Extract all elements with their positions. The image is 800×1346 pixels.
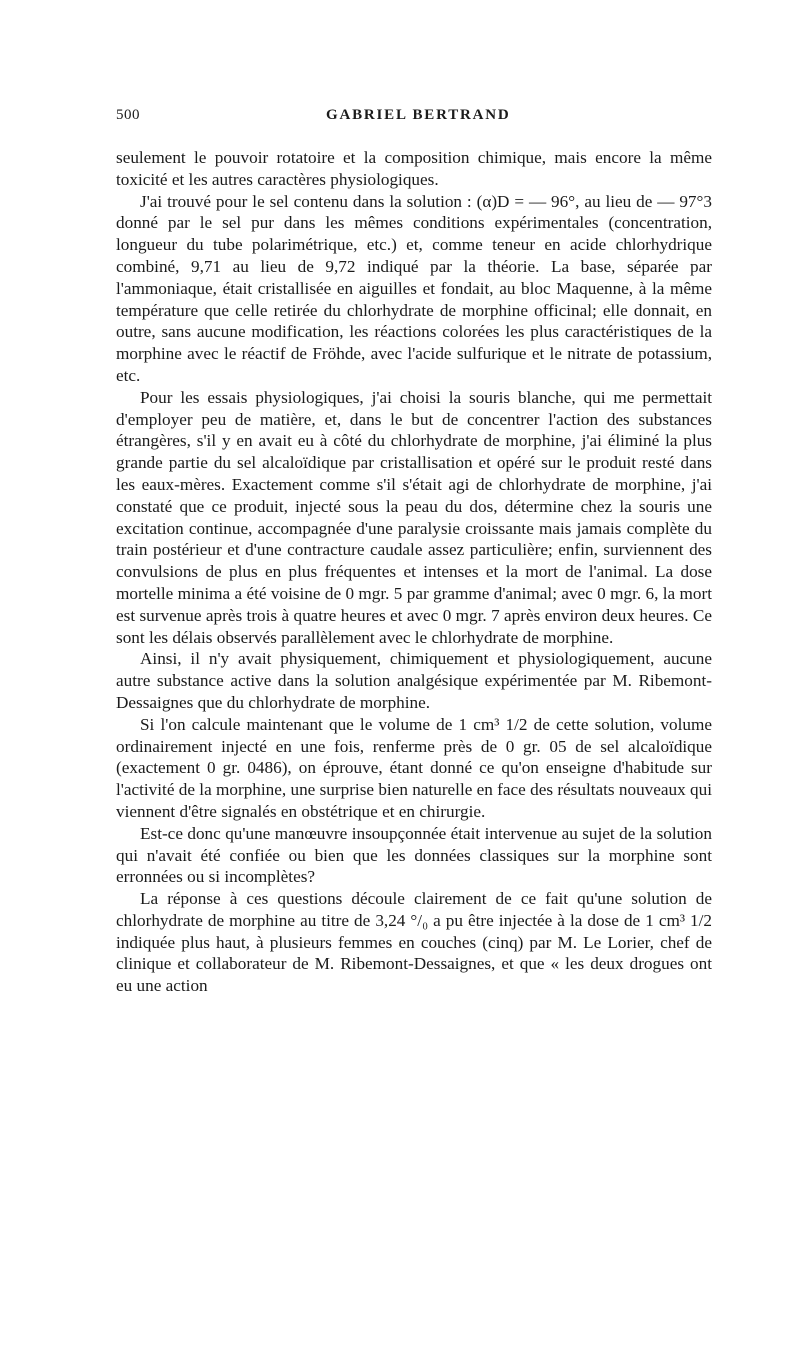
paragraph-physiological-tests: Pour les essais physiologiques, j'ai choisi la souris blanche, qui me permettait d'employer peu de matière, et, dans le but de concentrer l'action des substances étrangères, s'il y en avait eu à côté du chlorhydrate de morphine, j'ai éliminé la plus grande partie du sel alcaloïdique par cristallisation et opéré sur le produit resté dans les eaux-mères. Exactement comme s'il s'était agi de chlorhydrate de morphine, j'ai constaté que ce produit, injecté sous la peau du dos, détermine chez la souris une excitation continue, accompagnée d'une paralysie croissante mais jamais complète du train postérieur et d'une contracture caudale assez particulière; enfin, surviennent des convulsions de plus en plus fréquentes et intenses et la mort de l'animal. La dose mortelle minima a été voisine de 0 mgr. 5 par gramme d'animal; avec 0 mgr. 6, la mort est survenue après trois à quatre heures et avec 0 mgr. 7 après environ deux heures. Ce sont les délais observés parallèlement avec le chlorhydrate de morphine. — [116, 387, 712, 647]
paragraph-calculation: Si l'on calcule maintenant que le volume de 1 cm³ 1/2 de cette solution, volume ordinairement injecté en une fois, renferme près de 0 gr. 05 de sel alcaloïdique (exactement 0 gr. 0486), on éprouve, étant donné ce qu'on enseigne d'habitude sur l'activité de la morphine, une surprise bien naturelle en face des résultats nouveaux qui viennent d'être signalés en obstétrique et en chirurgie. — [116, 714, 712, 821]
body-text — [116, 147, 712, 997]
running-title: GABRIEL BERTRAND — [326, 107, 511, 123]
book-page — [116, 107, 712, 997]
running-head — [116, 107, 712, 129]
paragraph-answer: La réponse à ces questions découle clairement de ce fait qu'une solution de chlorhydrate de morphine au titre de 3,24 °/₀ a pu être injectée à la dose de 1 cm³ 1/2 indiquée plus haut, à plusieurs femmes en couches (cinq) par M. Le Lorier, chef de clinique et collaborateur de M. Ribemont-Dessaignes, et que « les deux drogues ont eu une action — [116, 889, 712, 996]
paragraph-conclusion: Ainsi, il n'y avait physiquement, chimiquement et physiologiquement, aucune autre substance active dans la solution analgésique expérimentée par M. Ribemont-Dessaignes que du chlorhydrate de morphine. — [116, 649, 712, 712]
paragraph-question: Est-ce donc qu'une manœuvre insoupçonnée était intervenue au sujet de la solution qui n'avait été confiée ou bien que les données classiques sur la morphine sont erronnées ou si incomplètes? — [116, 823, 712, 887]
paragraph-continuation: seulement le pouvoir rotatoire et la composition chimique, mais encore la même toxicité et les autres caractères physiologiques. — [116, 148, 712, 189]
page-number: 500 — [116, 107, 140, 123]
paragraph-measurements: J'ai trouvé pour le sel contenu dans la solution : (α)D = — 96°, au lieu de — 97°3 donné par le sel pur dans les mêmes conditions expérimentales (concentration, longueur du tube polarimétrique, etc.) et, comme teneur en acide chlorhydrique combiné, 9,71 au lieu de 9,72 indiqué par la théorie. La base, séparée par l'ammoniaque, était cristallisée en aiguilles et fondait, au bloc Maquenne, à la même température que celle retirée du chlorhydrate de morphine officinal; elle donnait, en outre, sans aucune modification, les réactions colorées les plus caractéristiques de la morphine avec le réactif de Fröhde, avec l'acide sulfurique et le nitrate de potassium, etc. — [116, 191, 712, 385]
